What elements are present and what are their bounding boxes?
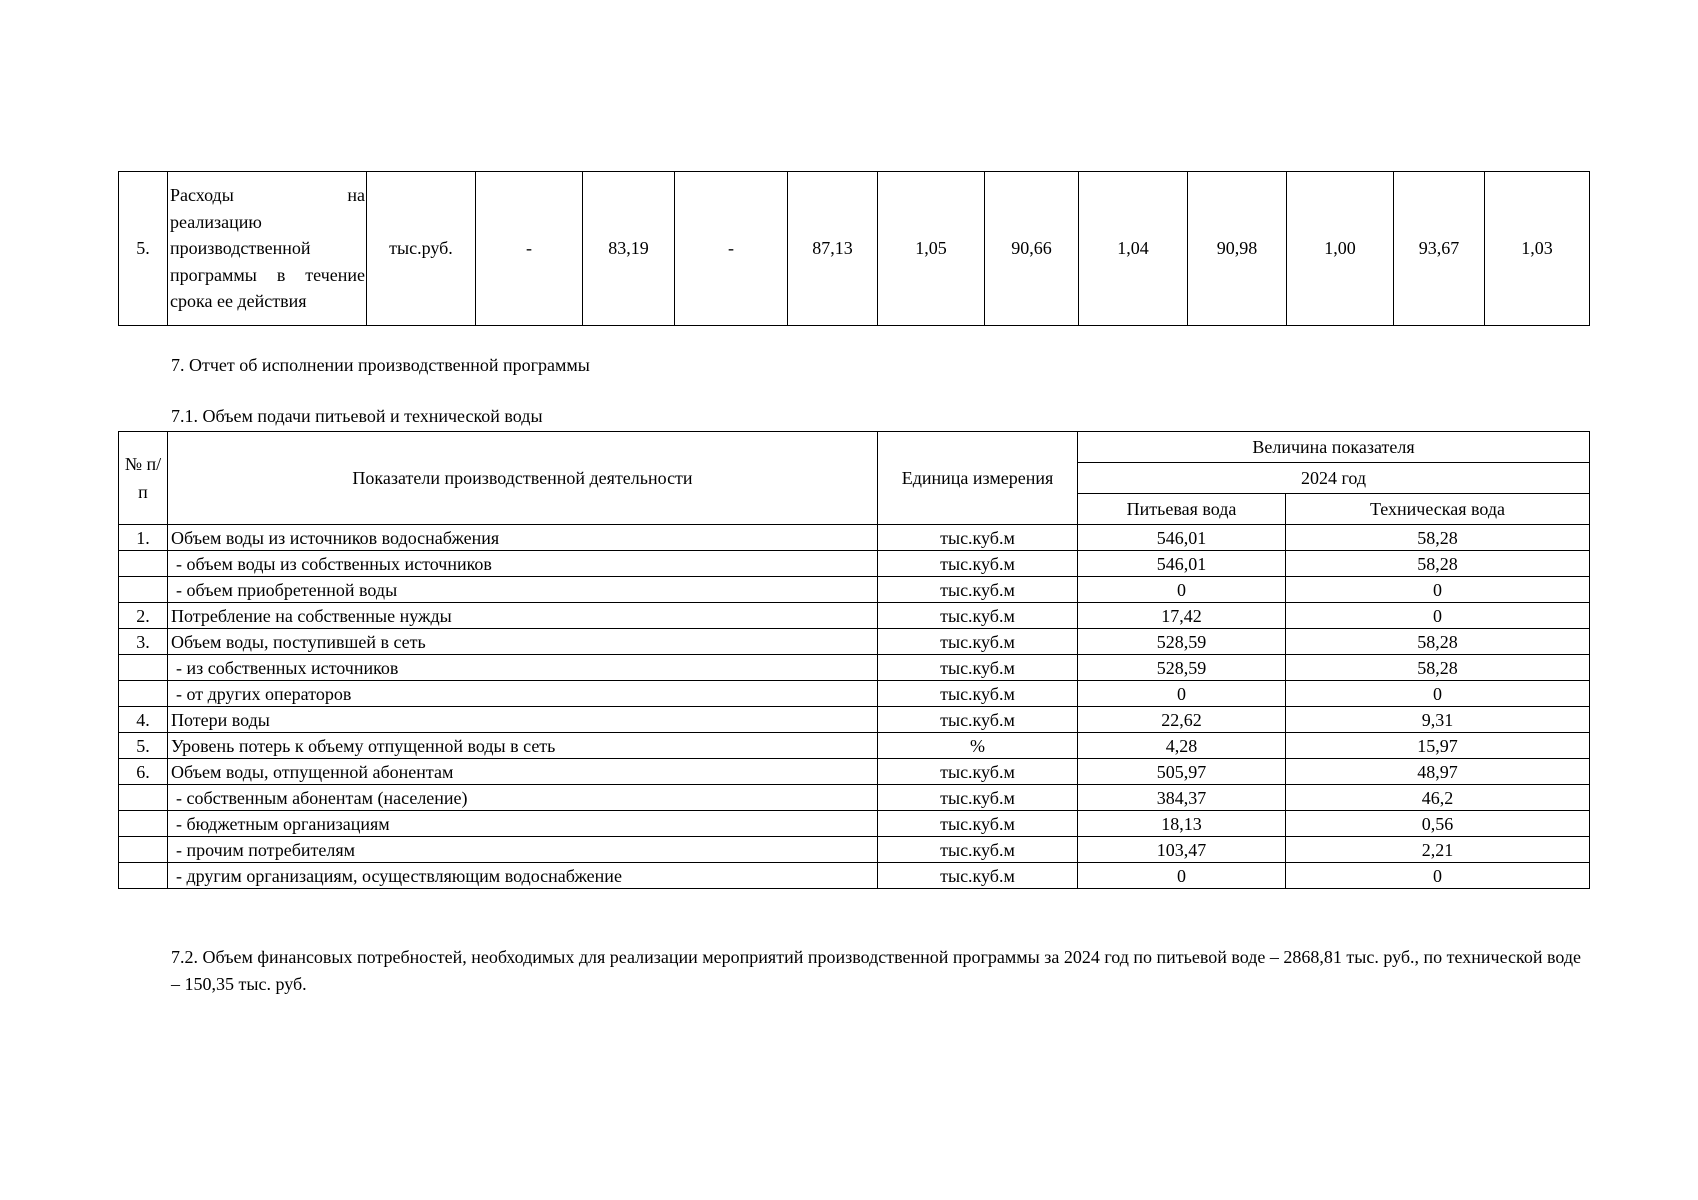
description-line: реализацию xyxy=(170,211,262,232)
row-unit: тыс.куб.м xyxy=(878,525,1078,551)
row-unit: тыс.руб. xyxy=(367,172,476,326)
row-unit: тыс.куб.м xyxy=(878,707,1078,733)
row-value: 1,05 xyxy=(878,172,985,326)
table-row xyxy=(119,603,1590,629)
row-number: 6. xyxy=(119,759,168,785)
row-number: 1. xyxy=(119,525,168,551)
row-indicator: Уровень потерь к объему отпущенной воды в сеть xyxy=(168,733,878,759)
row-drinking-value: 0 xyxy=(1078,681,1286,707)
row-technical-value: 58,28 xyxy=(1286,525,1590,551)
row-unit: тыс.куб.м xyxy=(878,681,1078,707)
row-drinking-value: 4,28 xyxy=(1078,733,1286,759)
row-unit: тыс.куб.м xyxy=(878,863,1078,889)
header-year: 2024 год xyxy=(1078,463,1590,494)
table-row xyxy=(119,551,1590,577)
row-unit: тыс.куб.м xyxy=(878,551,1078,577)
row-value: 1,00 xyxy=(1287,172,1394,326)
expenses-table xyxy=(118,171,1590,326)
row-drinking-value: 384,37 xyxy=(1078,785,1286,811)
row-indicator: - бюджетным организациям xyxy=(168,811,878,837)
row-indicator: - другим организациям, осуществляющим водоснабжение xyxy=(168,863,878,889)
table-row xyxy=(119,681,1590,707)
row-technical-value: 9,31 xyxy=(1286,707,1590,733)
header-technical: Техническая вода xyxy=(1286,494,1590,525)
row-drinking-value: 528,59 xyxy=(1078,629,1286,655)
row-unit: тыс.куб.м xyxy=(878,603,1078,629)
row-value: 1,04 xyxy=(1079,172,1188,326)
water-supply-table xyxy=(118,431,1590,889)
row-value: 90,66 xyxy=(985,172,1079,326)
row-indicator: Объем воды, отпущенной абонентам xyxy=(168,759,878,785)
row-drinking-value: 0 xyxy=(1078,577,1286,603)
row-number xyxy=(119,577,168,603)
row-technical-value: 58,28 xyxy=(1286,551,1590,577)
row-indicator: Потребление на собственные нужды xyxy=(168,603,878,629)
row-indicator: Потери воды xyxy=(168,707,878,733)
table-row xyxy=(119,733,1590,759)
row-number: 3. xyxy=(119,629,168,655)
description-line: Расходы на xyxy=(170,185,365,206)
row-technical-value: 58,28 xyxy=(1286,629,1590,655)
header-unit: Единица измерения xyxy=(878,432,1078,525)
row-technical-value: 0 xyxy=(1286,603,1590,629)
row-drinking-value: 18,13 xyxy=(1078,811,1286,837)
row-indicator: Объем воды, поступившей в сеть xyxy=(168,629,878,655)
header-value: Величина показателя xyxy=(1078,432,1590,463)
row-value: - xyxy=(476,172,583,326)
row-value: 83,19 xyxy=(583,172,675,326)
row-technical-value: 46,2 xyxy=(1286,785,1590,811)
description-line: срока ее действия xyxy=(170,291,307,312)
table-row xyxy=(119,629,1590,655)
header-num-text: № п/п xyxy=(124,454,162,502)
table-row xyxy=(119,707,1590,733)
row-number: 5. xyxy=(119,733,168,759)
row-unit: тыс.куб.м xyxy=(878,811,1078,837)
row-unit: тыс.куб.м xyxy=(878,629,1078,655)
row-technical-value: 0 xyxy=(1286,863,1590,889)
row-number: 4. xyxy=(119,707,168,733)
row-unit: тыс.куб.м xyxy=(878,837,1078,863)
row-unit: тыс.куб.м xyxy=(878,577,1078,603)
table-row xyxy=(119,863,1590,889)
row-value: 93,67 xyxy=(1394,172,1485,326)
row-number: 2. xyxy=(119,603,168,629)
row-indicator: Объем воды из источников водоснабжения xyxy=(168,525,878,551)
row-number xyxy=(119,551,168,577)
row-number xyxy=(119,837,168,863)
row-unit: % xyxy=(878,733,1078,759)
row-value: 87,13 xyxy=(788,172,878,326)
row-number: 5. xyxy=(119,172,168,326)
table-row xyxy=(119,759,1590,785)
section-7-1-title: 7.1. Объем подачи питьевой и технической воды xyxy=(171,406,543,426)
row-number xyxy=(119,863,168,889)
row-indicator: - прочим потребителям xyxy=(168,837,878,863)
row-description xyxy=(168,172,367,326)
row-drinking-value: 0 xyxy=(1078,863,1286,889)
row-number xyxy=(119,785,168,811)
row-technical-value: 2,21 xyxy=(1286,837,1590,863)
row-drinking-value: 546,01 xyxy=(1078,551,1286,577)
header-num xyxy=(119,432,168,525)
row-indicator: - из собственных источников xyxy=(168,655,878,681)
table-header-row xyxy=(119,432,1590,463)
row-drinking-value: 22,62 xyxy=(1078,707,1286,733)
row-technical-value: 0 xyxy=(1286,681,1590,707)
table-row xyxy=(119,785,1590,811)
description-line: программы в течение xyxy=(170,264,365,285)
row-indicator: - от других операторов xyxy=(168,681,878,707)
table-row xyxy=(119,525,1590,551)
row-indicator: - объем воды из собственных источников xyxy=(168,551,878,577)
header-indicator: Показатели производственной деятельности xyxy=(168,432,878,525)
row-unit: тыс.куб.м xyxy=(878,655,1078,681)
row-drinking-value: 103,47 xyxy=(1078,837,1286,863)
header-drinking: Питьевая вода xyxy=(1078,494,1286,525)
section-7-title: 7. Отчет об исполнении производственной программы xyxy=(171,355,590,375)
table-row xyxy=(119,655,1590,681)
row-drinking-value: 528,59 xyxy=(1078,655,1286,681)
row-number xyxy=(119,811,168,837)
row-value: 1,03 xyxy=(1485,172,1590,326)
table-row xyxy=(119,811,1590,837)
row-number xyxy=(119,681,168,707)
table-row xyxy=(119,577,1590,603)
row-unit: тыс.куб.м xyxy=(878,785,1078,811)
row-drinking-value: 17,42 xyxy=(1078,603,1286,629)
footer-paragraph: 7.2. Объем финансовых потребностей, необходимых для реализации мероприятий производственной программы за 2024 год по питьевой воде – 2868,81 тыс. руб., по технической воде – 150,35 тыс. руб. xyxy=(171,947,1581,994)
row-technical-value: 0,56 xyxy=(1286,811,1590,837)
row-indicator: - объем приобретенной воды xyxy=(168,577,878,603)
row-technical-value: 58,28 xyxy=(1286,655,1590,681)
expenses-row xyxy=(119,172,1590,326)
row-indicator: - собственным абонентам (население) xyxy=(168,785,878,811)
row-value: 90,98 xyxy=(1188,172,1287,326)
table-row xyxy=(119,837,1590,863)
row-number xyxy=(119,655,168,681)
row-unit: тыс.куб.м xyxy=(878,759,1078,785)
description-line: производственной xyxy=(170,238,311,259)
row-value: - xyxy=(675,172,788,326)
row-drinking-value: 546,01 xyxy=(1078,525,1286,551)
row-technical-value: 48,97 xyxy=(1286,759,1590,785)
row-drinking-value: 505,97 xyxy=(1078,759,1286,785)
row-technical-value: 15,97 xyxy=(1286,733,1590,759)
row-technical-value: 0 xyxy=(1286,577,1590,603)
